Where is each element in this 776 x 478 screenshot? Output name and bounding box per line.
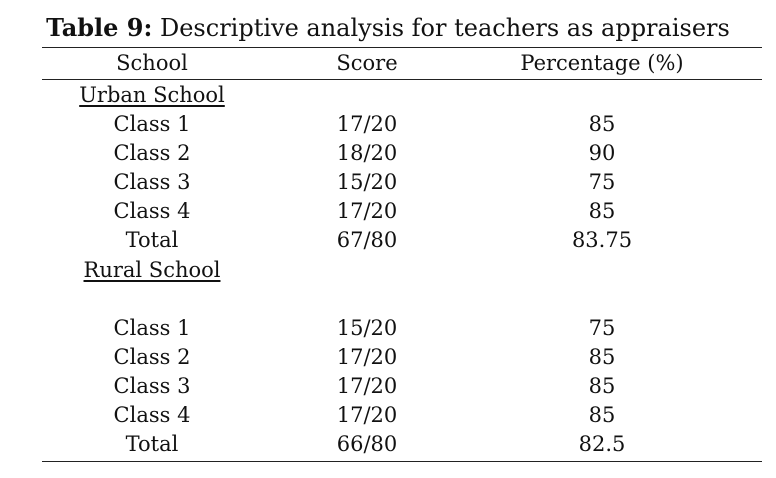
rural-row-percentage: 85 [588, 403, 616, 427]
urban-total-score: 67/80 [336, 228, 398, 252]
rural-row-score: 17/20 [336, 374, 398, 398]
table-caption-text: Descriptive analysis for teachers as appraisers [152, 14, 730, 42]
urban-row-score: 15/20 [336, 170, 398, 194]
rural-row-score: 17/20 [336, 345, 398, 369]
urban-row-percentage: 75 [588, 170, 616, 194]
urban-row-percentage: 85 [588, 112, 616, 136]
section-title-rural: Rural School [83, 258, 221, 282]
urban-row-score: 18/20 [336, 141, 398, 165]
table-caption-label: Table 9: [46, 13, 153, 42]
rural-total-percentage: 82.5 [578, 432, 626, 456]
rural-row-percentage: 85 [588, 345, 616, 369]
table-top-rule [42, 47, 762, 48]
urban-row-score: 17/20 [336, 112, 398, 136]
rural-row-score: 17/20 [336, 403, 398, 427]
rural-row-name: Class 4 [113, 403, 191, 427]
header-percentage: Percentage (%) [520, 51, 684, 75]
urban-row-name: Class 4 [113, 199, 191, 223]
urban-row-score: 17/20 [336, 199, 398, 223]
rural-row-name: Class 2 [113, 345, 191, 369]
rural-row-name: Class 3 [113, 374, 191, 398]
rural-total-name: Total [125, 432, 179, 456]
urban-row-percentage: 85 [588, 199, 616, 223]
table-caption [0, 12, 776, 44]
rural-row-percentage: 75 [588, 316, 616, 340]
table-bottom-rule [42, 461, 762, 462]
urban-row-name: Class 3 [113, 170, 191, 194]
header-school: School [116, 51, 188, 75]
header-score: Score [336, 51, 398, 75]
table-header-rule [42, 79, 762, 80]
urban-total-name: Total [125, 228, 179, 252]
urban-row-name: Class 2 [113, 141, 191, 165]
rural-row-percentage: 85 [588, 374, 616, 398]
rural-total-score: 66/80 [336, 432, 398, 456]
rural-row-score: 15/20 [336, 316, 398, 340]
section-title-urban: Urban School [79, 83, 225, 107]
rural-row-name: Class 1 [113, 316, 191, 340]
urban-total-percentage: 83.75 [571, 228, 633, 252]
urban-row-percentage: 90 [588, 141, 616, 165]
urban-row-name: Class 1 [113, 112, 191, 136]
